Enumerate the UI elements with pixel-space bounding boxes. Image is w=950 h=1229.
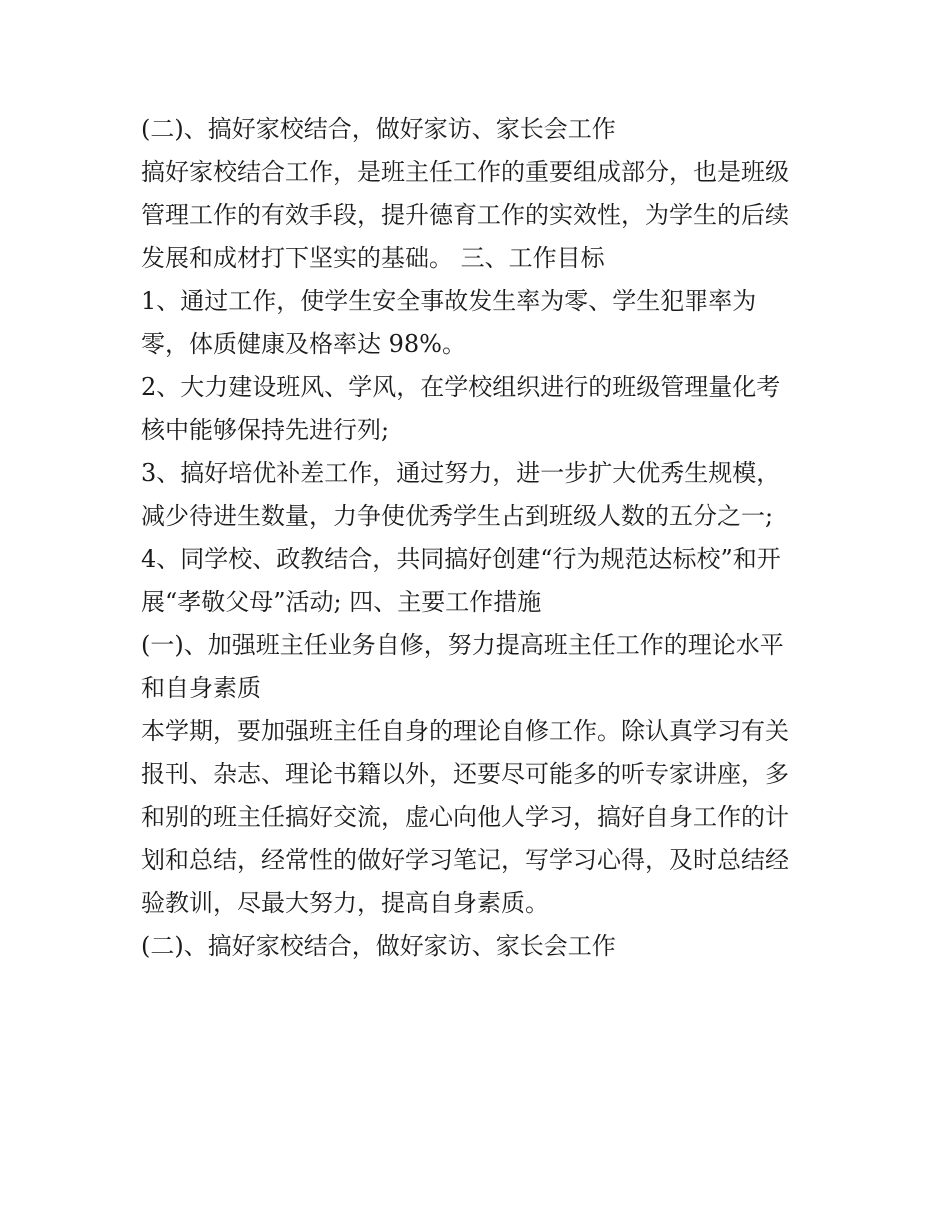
list-item-line: 展“孝敬父母”活动; 四、主要工作措施 — [141, 588, 542, 616]
section-heading: (二)、搞好家校结合，做好家访、家长会工作 — [141, 115, 616, 143]
section-heading: (一)、加强班主任业务自修，努力提高班主任工作的理论水平 — [141, 631, 784, 659]
list-item-line: 核中能够保持先进行列; — [141, 416, 390, 444]
section-heading: 和自身素质 — [141, 674, 261, 702]
section-heading: (二)、搞好家校结合，做好家访、家长会工作 — [141, 932, 616, 960]
paragraph-line: 搞好家校结合工作，是班主任工作的重要组成部分，也是班级 — [141, 158, 789, 186]
paragraph-line: 发展和成材打下坚实的基础。 三、工作目标 — [141, 244, 605, 272]
document-body — [141, 108, 841, 968]
list-item-line: 零，体质健康及格率达 98%。 — [141, 330, 466, 358]
list-item-line: 2、大力建设班风、学风，在学校组织进行的班级管理量化考 — [141, 373, 781, 401]
list-item-line: 3、搞好培优补差工作，通过努力，进一步扩大优秀生规模， — [141, 459, 781, 487]
list-item-line: 4、同学校、政教结合，共同搞好创建“行为规范达标校”和开 — [141, 545, 781, 573]
list-item-line: 1、通过工作，使学生安全事故发生率为零、学生犯罪率为 — [141, 287, 757, 315]
paragraph-line: 管理工作的有效手段，提升德育工作的实效性，为学生的后续 — [141, 201, 789, 229]
paragraph-line: 本学期，要加强班主任自身的理论自修工作。除认真学习有关 — [141, 717, 789, 745]
paragraph-line: 验教训，尽最大努力，提高自身素质。 — [141, 889, 549, 917]
paragraph-line: 划和总结，经常性的做好学习笔记，写学习心得，及时总结经 — [141, 846, 789, 874]
list-item-line: 减少待进生数量，力争使优秀学生占到班级人数的五分之一; — [141, 502, 774, 530]
paragraph-line: 报刊、杂志、理论书籍以外，还要尽可能多的听专家讲座，多 — [141, 760, 789, 788]
paragraph-line: 和别的班主任搞好交流，虚心向他人学习，搞好自身工作的计 — [141, 803, 789, 831]
